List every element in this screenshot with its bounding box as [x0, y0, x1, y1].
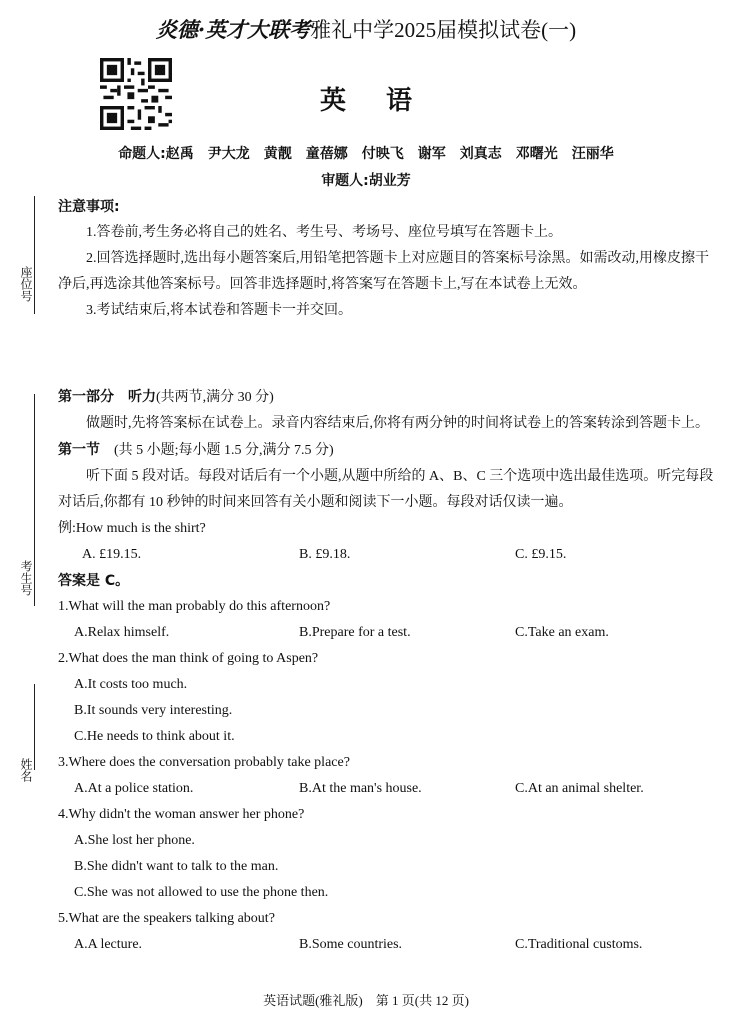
section-title: 第一节 [58, 442, 100, 458]
author-name: 谢军 [417, 146, 446, 162]
author-name: 邓曙光 [515, 146, 558, 162]
option: C.He needs to think about it. [74, 729, 235, 744]
subject-title: 英语 [319, 86, 452, 116]
name-label: 姓名 [19, 758, 33, 782]
question: 4.Why didn't the woman answer her phone? [58, 807, 305, 822]
option: B. £9.18. [299, 547, 351, 562]
notice-title: 注意事项: [58, 199, 120, 215]
authors-line [0, 143, 732, 163]
author-name: 付映飞 [361, 146, 404, 162]
section-note: (共 5 小题;每小题 1.5 分,满分 7.5 分) [114, 443, 334, 458]
question: 1.What will the man probably do this afternoon? [58, 599, 331, 614]
seat-number-label: 座位号 [19, 266, 33, 302]
option: A. £19.15. [82, 547, 142, 562]
authors-label: 命题人: [118, 146, 166, 162]
example-options [58, 542, 722, 568]
exam-title-rest: 雅礼中学2025届模拟试卷(一) [310, 18, 577, 42]
notice-item: 1.答卷前,考生务必将自己的姓名、考生号、考场号、座位号填写在答题卡上。 [86, 225, 562, 240]
option: B.Prepare for a test. [299, 625, 411, 640]
option: A.At a police station. [74, 781, 194, 796]
part-note: (共两节,满分 30 分) [156, 390, 274, 405]
option: C.Traditional customs. [515, 937, 643, 952]
part-title: 第一部分 听力 [58, 389, 156, 405]
author-name: 赵禹 [165, 146, 194, 162]
options-row [58, 776, 722, 802]
question: 3.Where does the conversation probably take place? [58, 755, 350, 770]
exam-brand: 炎德·英才大联考 [155, 17, 311, 42]
section-heading [58, 437, 722, 464]
option: A.She lost her phone. [74, 833, 195, 848]
reviewer-line: 审题人:胡业芳 [321, 173, 411, 189]
part-heading [58, 384, 722, 411]
author-name: 汪丽华 [571, 146, 614, 162]
option: C.At an animal shelter. [515, 781, 644, 796]
notice-item: 3.考试结束后,将本试卷和答题卡一并交回。 [86, 303, 352, 318]
author-name: 尹大龙 [207, 146, 250, 162]
options-row [58, 620, 722, 646]
exam-number-label: 考生号 [19, 560, 33, 596]
page-footer: 英语试题(雅礼版) 第 1 页(共 12 页) [263, 993, 469, 1008]
option: A.A lecture. [74, 937, 143, 952]
options-row [58, 932, 722, 958]
section-intro: 听下面 5 段对话。每段对话后有一个小题,从题中所给的 A、B、C 三个选项中选出最佳选项。听完每段对话后,你都有 10 秒钟的时间来回答有关小题和阅读下一小题。每段对话仅读一遍。 [58, 469, 714, 510]
option: C.Take an exam. [515, 625, 609, 640]
notice-item: 2.回答选择题时,选出每小题答案后,用铅笔把答题卡上对应题目的答案标号涂黑。如需改动,用橡皮擦干净后,再选涂其他答案标号。回答非选择题时,将答案写在答题卡上,写在本试卷上无效。 [58, 251, 709, 292]
part-intro: 做题时,先将答案标在试卷上。录音内容结束后,你将有两分钟的时间将试卷上的答案转涂到答题卡上。 [86, 416, 709, 431]
listening-part [58, 384, 722, 958]
option: C.She was not allowed to use the phone then. [74, 885, 329, 900]
author-name: 黄靓 [263, 146, 292, 162]
author-name: 刘真志 [459, 146, 502, 162]
question: 5.What are the speakers talking about? [58, 911, 275, 926]
option: B.It sounds very interesting. [74, 703, 233, 718]
question: 2.What does the man think of going to Aspen? [58, 651, 319, 666]
option: B.At the man's house. [299, 781, 422, 796]
example-question: 例:How much is the shirt? [58, 521, 206, 536]
exam-title [0, 14, 732, 44]
option: B.Some countries. [299, 937, 403, 952]
notice-section [58, 194, 722, 324]
option: C. £9.15. [515, 547, 567, 562]
option: A.Relax himself. [74, 625, 170, 640]
option: A.It costs too much. [74, 677, 188, 692]
author-name: 童蓓娜 [305, 146, 348, 162]
example-answer: 答案是 C。 [58, 573, 130, 589]
option: B.She didn't want to talk to the man. [74, 859, 279, 874]
